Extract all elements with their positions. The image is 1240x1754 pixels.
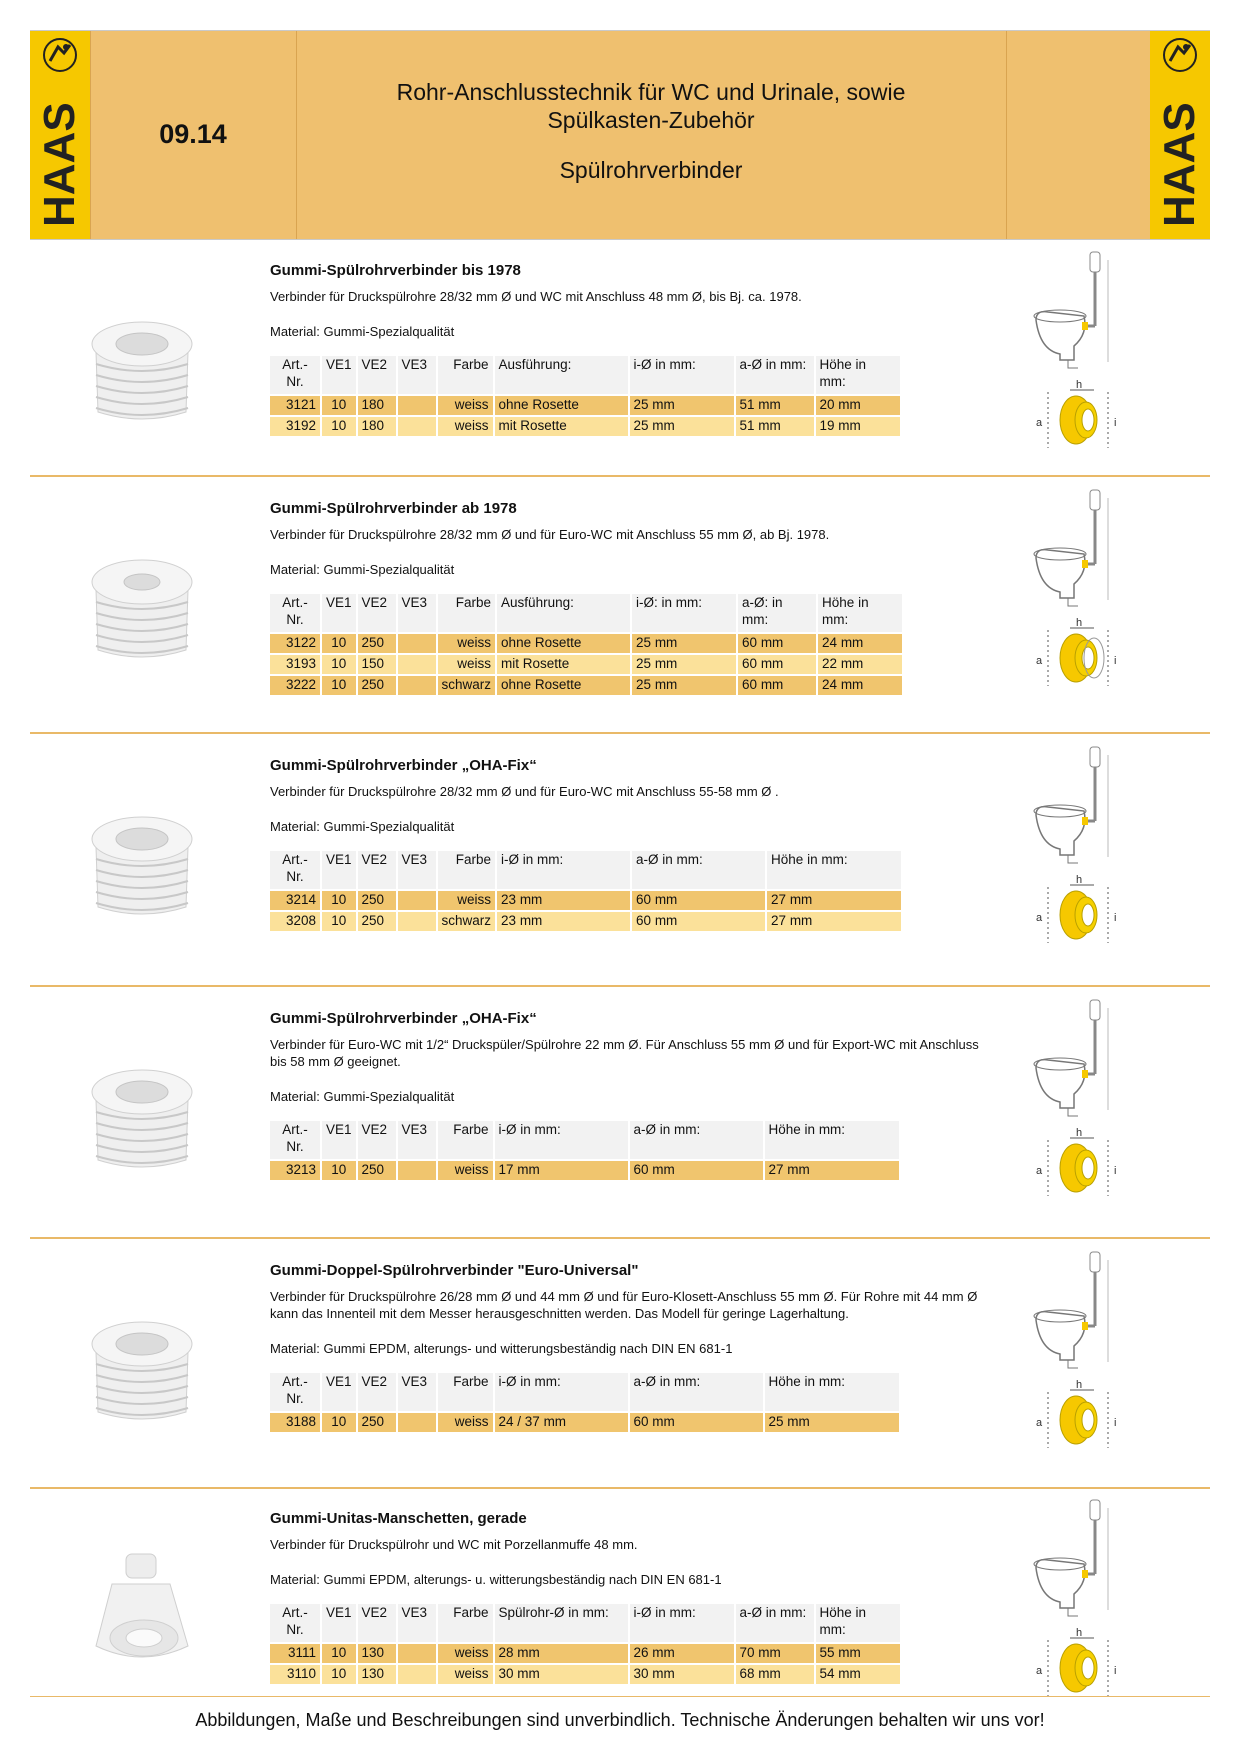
column-header: Art.-Nr. [270, 851, 320, 889]
table-cell: 10 [322, 655, 356, 674]
column-header: VE2 [358, 1121, 396, 1159]
product-content [270, 757, 990, 933]
installation-diagram [1030, 998, 1160, 1198]
table-header-row [270, 851, 901, 889]
product-material: Material: Gummi-Spezialqualität [270, 562, 455, 577]
table-cell: 250 [358, 676, 396, 695]
column-header: Spülrohr-Ø in mm: [495, 1604, 628, 1642]
column-header: VE3 [398, 1121, 436, 1159]
spec-table [268, 1371, 901, 1434]
product-photo [82, 1550, 202, 1670]
column-header: Art.-Nr. [270, 1373, 320, 1411]
column-header: Farbe [438, 594, 496, 632]
product-material: Material: Gummi-Spezialqualität [270, 324, 455, 339]
table-cell: 3188 [270, 1413, 320, 1432]
table-header-row [270, 1121, 899, 1159]
table-cell: 10 [322, 1161, 356, 1180]
column-header: a-Ø in mm: [630, 1121, 763, 1159]
table-cell: 60 mm [738, 634, 816, 653]
column-header: i-Ø in mm: [630, 1604, 734, 1642]
table-cell: 27 mm [765, 1161, 899, 1180]
table-cell: 27 mm [767, 891, 901, 910]
product-content [270, 262, 990, 438]
table-cell: 60 mm [738, 676, 816, 695]
table-cell: 3214 [270, 891, 320, 910]
dim-label-i: i [1114, 1417, 1117, 1429]
table-cell: weiss [438, 634, 496, 653]
product-image [82, 1302, 202, 1427]
column-header: VE3 [398, 594, 436, 632]
column-header: VE3 [398, 1604, 436, 1642]
dim-label-i: i [1114, 655, 1117, 667]
table-cell: 10 [322, 417, 356, 436]
logo-wordmark: HAAS [1155, 102, 1204, 227]
table-row [270, 1161, 899, 1180]
table-cell: 24 / 37 mm [495, 1413, 628, 1432]
table-cell: 3208 [270, 912, 320, 931]
column-header: Farbe [438, 1604, 493, 1642]
table-row [270, 1413, 899, 1432]
column-header: i-Ø in mm: [630, 356, 734, 394]
dim-label-a: a [1036, 1665, 1043, 1677]
column-header: Farbe [438, 1373, 493, 1411]
table-cell: 24 mm [818, 676, 902, 695]
table-cell: 250 [358, 1413, 396, 1432]
table-cell: 250 [358, 1161, 396, 1180]
product-description: Verbinder für Euro-WC mit 1/2“ Druckspüler/Spülrohre 22 mm Ø. Für Anschluss 55 mm Ø und für Export-WC mit Anschluss bis 58 mm Ø geeignet. [270, 1037, 979, 1069]
table-cell [398, 891, 436, 910]
table-cell: 20 mm [816, 396, 900, 415]
table-cell: 3222 [270, 676, 320, 695]
dim-label-a: a [1036, 1165, 1043, 1177]
header-band [30, 30, 1210, 240]
table-cell: 26 mm [630, 1644, 734, 1663]
table-cell: 28 mm [495, 1644, 628, 1663]
column-header: VE2 [358, 594, 396, 632]
table-cell: 24 mm [818, 634, 902, 653]
table-cell [398, 396, 436, 415]
table-row [270, 655, 902, 674]
diagram-wrapper [1030, 1250, 1160, 1455]
product-photo [82, 797, 202, 917]
column-header: VE2 [358, 1373, 396, 1411]
dim-label-h: h [1076, 1627, 1083, 1639]
product-title: Gummi-Unitas-Manschetten, gerade [270, 1510, 527, 1527]
table-cell: mit Rosette [497, 655, 630, 674]
product-description: Verbinder für Druckspülrohre 26/28 mm Ø und 44 mm Ø und für Euro-Klosett-Anschluss 55 mm Ø. Für Rohre mit 44 mm Ø kann das Innenteil mit dem Messer herausgeschnitten werden. Das Modell für geringe Lagerhaltung. [270, 1289, 978, 1321]
table-cell: ohne Rosette [495, 396, 628, 415]
column-header: VE1 [322, 1121, 356, 1159]
table-cell: 3110 [270, 1665, 320, 1684]
column-header: VE2 [358, 851, 396, 889]
table-cell: 23 mm [497, 891, 630, 910]
column-header: VE1 [322, 1604, 356, 1642]
dim-label-h: h [1076, 1379, 1083, 1391]
table-cell: 25 mm [630, 396, 734, 415]
product-description: Verbinder für Druckspülrohre 28/32 mm Ø und WC mit Anschluss 48 mm Ø, bis Bj. ca. 1978. [270, 289, 802, 304]
product-title: Gummi-Doppel-Spülrohrverbinder "Euro-Universal" [270, 1262, 639, 1279]
table-header-row [270, 594, 902, 632]
table-cell: 17 mm [495, 1161, 628, 1180]
table-cell: 3193 [270, 655, 320, 674]
column-header: Höhe in mm: [767, 851, 901, 889]
product-title: Gummi-Spülrohrverbinder ab 1978 [270, 500, 517, 517]
page-title-line2: Spülkasten-Zubehör [547, 107, 755, 133]
table-cell: 30 mm [630, 1665, 734, 1684]
table-row [270, 676, 902, 695]
table-cell: 10 [322, 912, 356, 931]
table-row [270, 634, 902, 653]
footer-divider [30, 1696, 1210, 1697]
column-header: VE3 [398, 851, 436, 889]
table-cell: 25 mm [630, 417, 734, 436]
section-divider [30, 475, 1210, 477]
table-cell: weiss [438, 1644, 493, 1663]
diagram-wrapper [1030, 1498, 1160, 1703]
column-header: Höhe in mm: [765, 1121, 899, 1159]
table-cell: 150 [358, 655, 396, 674]
column-header: VE3 [398, 1373, 436, 1411]
table-cell: 10 [322, 396, 356, 415]
spec-table [268, 1119, 901, 1182]
table-header-row [270, 1373, 899, 1411]
section-divider [30, 1237, 1210, 1239]
column-header: Höhe in mm: [818, 594, 902, 632]
product-material: Material: Gummi EPDM, alterungs- und witterungsbeständig nach DIN EN 681-1 [270, 1341, 733, 1356]
table-row [270, 1644, 900, 1663]
column-header: Höhe in mm: [816, 1604, 900, 1642]
product-image [82, 302, 202, 427]
product-description: Verbinder für Druckspülrohre 28/32 mm Ø und für Euro-WC mit Anschluss 55-58 mm Ø . [270, 784, 779, 799]
product-material: Material: Gummi EPDM, alterungs- u. witterungsbeständig nach DIN EN 681-1 [270, 1572, 722, 1587]
table-cell [398, 1413, 436, 1432]
table-cell: 25 mm [765, 1413, 899, 1432]
column-header: Art.-Nr. [270, 356, 320, 394]
table-cell: 54 mm [816, 1665, 900, 1684]
footer-disclaimer: Abbildungen, Maße und Beschreibungen sind unverbindlich. Technische Änderungen behalten wir uns vor! [195, 1710, 1045, 1730]
table-row [270, 396, 900, 415]
column-header: a-Ø in mm: [632, 851, 765, 889]
table-cell: 250 [358, 891, 396, 910]
table-cell: 130 [358, 1644, 396, 1663]
table-cell: 25 mm [632, 634, 736, 653]
table-cell: 55 mm [816, 1644, 900, 1663]
dim-label-a: a [1036, 1417, 1043, 1429]
table-cell: 130 [358, 1665, 396, 1684]
product-material: Material: Gummi-Spezialqualität [270, 819, 455, 834]
product-image [82, 1050, 202, 1175]
table-cell: weiss [438, 417, 493, 436]
table-cell: weiss [438, 891, 496, 910]
table-cell: 22 mm [818, 655, 902, 674]
table-row [270, 1665, 900, 1684]
haas-logo-icon [30, 31, 90, 239]
column-header: Farbe [438, 1121, 493, 1159]
installation-diagram [1030, 488, 1160, 688]
table-cell: 3121 [270, 396, 320, 415]
column-header: i-Ø: in mm: [632, 594, 736, 632]
table-cell: schwarz [438, 676, 496, 695]
column-header: a-Ø in mm: [630, 1373, 763, 1411]
section-divider [30, 985, 1210, 987]
product-content [270, 1262, 990, 1434]
column-header: a-Ø in mm: [736, 1604, 814, 1642]
column-header: Höhe in mm: [816, 356, 900, 394]
diagram-wrapper [1030, 998, 1160, 1203]
product-material: Material: Gummi-Spezialqualität [270, 1089, 455, 1104]
table-cell: 51 mm [736, 417, 814, 436]
column-header: Art.-Nr. [270, 1604, 320, 1642]
page-subtitle: Spülrohrverbinder [559, 157, 743, 183]
diagram-wrapper [1030, 488, 1160, 693]
product-photo [82, 1050, 202, 1170]
table-cell: 10 [322, 1413, 356, 1432]
table-cell: 27 mm [767, 912, 901, 931]
table-cell: 10 [322, 634, 356, 653]
spec-table [268, 592, 904, 697]
chapter-code: 09.14 [159, 119, 227, 149]
spec-table [268, 354, 902, 438]
table-cell: 68 mm [736, 1665, 814, 1684]
dim-label-h: h [1076, 379, 1083, 391]
table-cell [398, 1161, 436, 1180]
table-cell: 180 [358, 417, 396, 436]
table-cell: 70 mm [736, 1644, 814, 1663]
product-image [82, 540, 202, 665]
column-header: VE3 [398, 356, 436, 394]
table-row [270, 417, 900, 436]
table-cell: 60 mm [738, 655, 816, 674]
table-cell: 51 mm [736, 396, 814, 415]
table-cell: weiss [438, 1413, 493, 1432]
section-divider [30, 1487, 1210, 1489]
table-cell: 19 mm [816, 417, 900, 436]
table-cell [398, 417, 436, 436]
column-header: i-Ø in mm: [495, 1373, 628, 1411]
dim-label-h: h [1076, 874, 1083, 886]
table-cell: 250 [358, 912, 396, 931]
table-cell: 60 mm [630, 1161, 763, 1180]
table-cell: 60 mm [632, 891, 765, 910]
column-header: VE2 [358, 356, 396, 394]
table-cell: 30 mm [495, 1665, 628, 1684]
dim-label-a: a [1036, 655, 1043, 667]
header-divider [1006, 31, 1007, 239]
table-header-row [270, 356, 900, 394]
haas-logo-left [30, 31, 90, 239]
table-cell: 180 [358, 396, 396, 415]
column-header: i-Ø in mm: [495, 1121, 628, 1159]
table-cell: 3213 [270, 1161, 320, 1180]
column-header: a-Ø: in mm: [738, 594, 816, 632]
product-title: Gummi-Spülrohrverbinder „OHA-Fix“ [270, 1010, 537, 1027]
table-cell: ohne Rosette [497, 634, 630, 653]
product-title: Gummi-Spülrohrverbinder bis 1978 [270, 262, 521, 279]
column-header: i-Ø in mm: [497, 851, 630, 889]
product-content [270, 500, 990, 697]
diagram-wrapper [1030, 745, 1160, 950]
table-row [270, 891, 901, 910]
table-cell: 25 mm [632, 676, 736, 695]
dim-label-a: a [1036, 417, 1043, 429]
column-header: Ausführung: [495, 356, 628, 394]
product-photo [82, 1302, 202, 1422]
header-titles [296, 78, 1006, 184]
table-cell: 60 mm [632, 912, 765, 931]
product-content [270, 1010, 990, 1182]
column-header: VE1 [322, 1373, 356, 1411]
table-cell: weiss [438, 1161, 493, 1180]
column-header: VE1 [322, 594, 356, 632]
installation-diagram [1030, 250, 1160, 450]
product-image [82, 797, 202, 922]
section-divider [30, 732, 1210, 734]
table-cell: 3192 [270, 417, 320, 436]
table-cell: 25 mm [632, 655, 736, 674]
product-image [82, 1550, 202, 1675]
dim-label-i: i [1114, 417, 1117, 429]
table-cell [398, 1644, 436, 1663]
column-header: Farbe [438, 851, 496, 889]
column-header: Art.-Nr. [270, 1121, 320, 1159]
table-cell: 10 [322, 676, 356, 695]
haas-logo-icon [1150, 31, 1210, 239]
dim-label-h: h [1076, 1127, 1083, 1139]
table-cell [398, 912, 436, 931]
table-cell: mit Rosette [495, 417, 628, 436]
column-header: VE2 [358, 1604, 396, 1642]
column-header: a-Ø in mm: [736, 356, 814, 394]
table-cell: 10 [322, 891, 356, 910]
table-cell: 10 [322, 1644, 356, 1663]
product-content [270, 1510, 990, 1686]
table-cell: schwarz [438, 912, 496, 931]
column-header: VE1 [322, 356, 356, 394]
dim-label-i: i [1114, 1165, 1117, 1177]
product-description: Verbinder für Druckspülrohre 28/32 mm Ø und für Euro-WC mit Anschluss 55 mm Ø, ab Bj. 1978. [270, 527, 830, 542]
table-row [270, 912, 901, 931]
table-cell: 250 [358, 634, 396, 653]
table-cell: 3122 [270, 634, 320, 653]
product-photo [82, 540, 202, 660]
haas-logo-right [1150, 31, 1210, 239]
spec-table [268, 849, 903, 933]
dim-label-h: h [1076, 617, 1083, 629]
installation-diagram [1030, 1498, 1160, 1698]
product-description: Verbinder für Druckspülrohr und WC mit Porzellanmuffe 48 mm. [270, 1537, 638, 1552]
table-cell: ohne Rosette [497, 676, 630, 695]
product-title: Gummi-Spülrohrverbinder „OHA-Fix“ [270, 757, 537, 774]
table-cell: 10 [322, 1665, 356, 1684]
spec-table [268, 1602, 902, 1686]
dim-label-i: i [1114, 912, 1117, 924]
column-header: Farbe [438, 356, 493, 394]
product-photo [82, 302, 202, 422]
diagram-wrapper [1030, 250, 1160, 455]
column-header: VE1 [322, 851, 356, 889]
logo-wordmark: HAAS [35, 102, 84, 227]
table-cell [398, 655, 436, 674]
table-cell: 3111 [270, 1644, 320, 1663]
column-header: Ausführung: [497, 594, 630, 632]
table-cell: weiss [438, 1665, 493, 1684]
table-cell: weiss [438, 396, 493, 415]
table-cell [398, 1665, 436, 1684]
installation-diagram [1030, 1250, 1160, 1450]
table-cell [398, 634, 436, 653]
dim-label-a: a [1036, 912, 1043, 924]
page-title-line1: Rohr-Anschlusstechnik für WC und Urinale, sowie [396, 79, 906, 105]
table-cell: 60 mm [630, 1413, 763, 1432]
installation-diagram [1030, 745, 1160, 945]
table-cell: 23 mm [497, 912, 630, 931]
column-header: Höhe in mm: [765, 1373, 899, 1411]
dim-label-i: i [1114, 1665, 1117, 1677]
table-header-row [270, 1604, 900, 1642]
table-cell: weiss [438, 655, 496, 674]
table-cell [398, 676, 436, 695]
column-header: Art.-Nr. [270, 594, 320, 632]
